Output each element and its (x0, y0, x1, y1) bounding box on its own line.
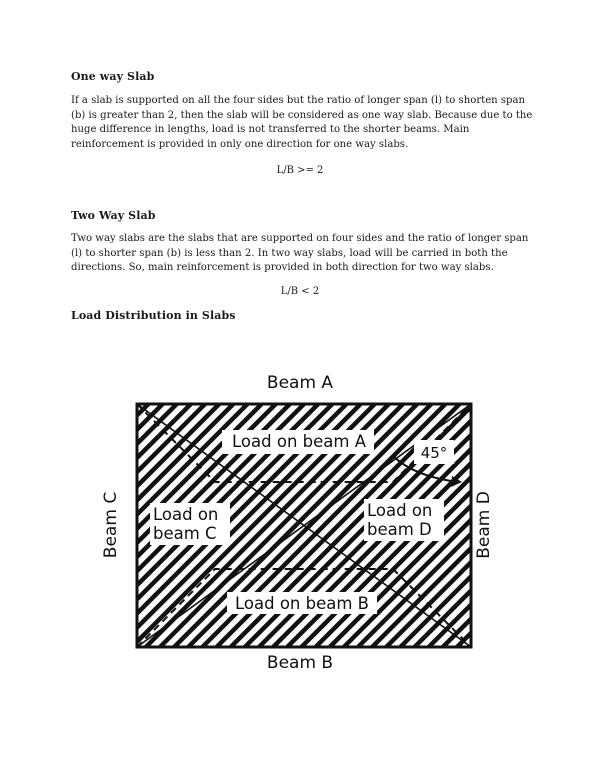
load-on-beam-b-label: Load on beam B (235, 594, 369, 613)
two-way-slab-paragraph: Two way slabs are the slabs that are supported on four sides and the ratio of longer span (l) to shorter span (b) is less than 2. In two way slabs, load will be carried in both the directions. So, main reinforcement is provided in both direction for two way slabs. (71, 233, 529, 273)
one-way-slab-heading: One way Slab (71, 70, 155, 83)
beam-b-label: Beam B (266, 653, 334, 673)
one-way-slab-paragraph: If a slab is supported on all the four sides but the ratio of longer span (l) to shorten span (b) is greater than 2, then the slab will be considered as one way slab. Because due to the huge difference in lengths, load is not transferred to the shorter beams. Main reinforcement is provided in only one direction for one way slabs. (71, 95, 533, 150)
load-on-beam-a-label: Load on beam A (232, 432, 366, 451)
beam-d-label: Beam D (474, 491, 494, 559)
one-way-slab-formula: L/B >= 2 (276, 165, 324, 176)
load-on-beam-d-label-line2: beam D (367, 520, 432, 539)
beam-c-label: Beam C (101, 491, 121, 559)
load-on-beam-d-label-line1: Load on (367, 501, 433, 520)
load-on-beam-c-label-line1: Load on (153, 505, 219, 524)
load-on-beam-c-label-line2: beam C (153, 524, 217, 543)
two-way-slab-formula: L/B < 2 (280, 286, 320, 297)
load-distribution-heading: Load Distribution in Slabs (71, 309, 236, 322)
load-distribution-diagram (70, 352, 530, 690)
two-way-slab-heading: Two Way Slab (71, 209, 156, 222)
angle-45-label: 45° (420, 444, 448, 462)
beam-a-label: Beam A (266, 373, 334, 393)
